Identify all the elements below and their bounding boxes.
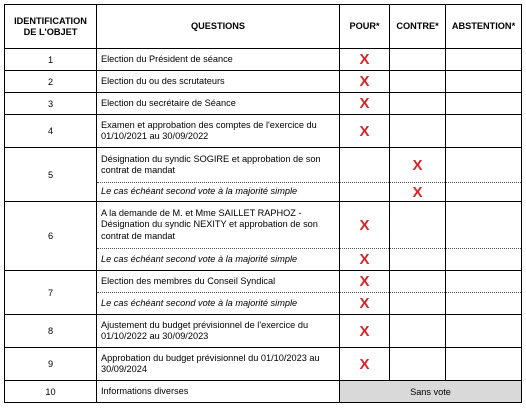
- second-vote-question-cell: Le cas échéant second vote à la majorité simple: [97, 249, 340, 271]
- row-7-second-pour-cell: [340, 293, 390, 315]
- row-9-contre-cell: [390, 348, 446, 381]
- row-3-pour-cell: [340, 93, 390, 115]
- question-cell: Election du ou des scrutateurs: [97, 71, 340, 93]
- row-8-contre-cell: [390, 315, 446, 348]
- header-contre: CONTRE*: [390, 5, 446, 49]
- row-7-abstention-cell: [446, 271, 522, 293]
- row-1-abstention-cell: [446, 49, 522, 71]
- vote-mark-x: X: [359, 216, 370, 234]
- row-5-second-contre-cell: [390, 183, 446, 202]
- row-2-pour-cell: [340, 71, 390, 93]
- table-row: [5, 271, 522, 293]
- no-vote-cell: Sans vote: [340, 381, 522, 403]
- table-row: [5, 348, 522, 381]
- row-7-pour-cell: [340, 271, 390, 293]
- vote-mark-x: X: [359, 73, 370, 90]
- table-row: [5, 49, 522, 71]
- table-row: [5, 71, 522, 93]
- object-id-cell: 9: [5, 348, 97, 381]
- question-cell: Informations diverses: [97, 381, 340, 403]
- row-6-abstention-cell: [446, 202, 522, 249]
- row-8-abstention-cell: [446, 315, 522, 348]
- row-6-pour-cell: [340, 202, 390, 249]
- row-5-pour-cell: [340, 148, 390, 183]
- question-cell: Ajustement du budget prévisionnel de l'exercice du 01/10/2022 au 30/09/2023: [97, 315, 340, 348]
- row-9-abstention-cell: [446, 348, 522, 381]
- object-id-cell: 10: [5, 381, 97, 403]
- object-id-cell: 5: [5, 148, 97, 202]
- row-6-contre-cell: [390, 202, 446, 249]
- row-4-abstention-cell: [446, 115, 522, 148]
- row-6-second-contre-cell: [390, 249, 446, 271]
- header-abstention: ABSTENTION*: [446, 5, 522, 49]
- row-5-contre-cell: [390, 148, 446, 183]
- row-2-contre-cell: [390, 71, 446, 93]
- row-6-second-abstention-cell: [446, 249, 522, 271]
- vote-mark-x: X: [412, 156, 423, 174]
- row-7-second-contre-cell: [390, 293, 446, 315]
- vote-mark-x: X: [359, 355, 370, 373]
- row-9-pour-cell: [340, 348, 390, 381]
- row-8-pour-cell: [340, 315, 390, 348]
- header-row: [5, 5, 522, 49]
- vote-mark-x: X: [359, 122, 370, 140]
- row-7-contre-cell: [390, 271, 446, 293]
- voting-table: [4, 4, 522, 403]
- object-id-cell: 4: [5, 115, 97, 148]
- table-row: [5, 115, 522, 148]
- second-vote-question-cell: Le cas échéant second vote à la majorité simple: [97, 293, 340, 315]
- object-id-cell: 7: [5, 271, 97, 315]
- vote-mark-x: X: [359, 251, 370, 268]
- row-5-second-pour-cell: [340, 183, 390, 202]
- object-id-cell: 1: [5, 49, 97, 71]
- question-cell: Election des membres du Conseil Syndical: [97, 271, 340, 293]
- row-3-abstention-cell: [446, 93, 522, 115]
- vote-mark-x: X: [359, 273, 370, 290]
- question-cell: Approbation du budget prévisionnel du 01/10/2023 au 30/09/2024: [97, 348, 340, 381]
- table-row: [5, 202, 522, 249]
- question-cell: Désignation du syndic SOGIRE et approbation de son contrat de mandat: [97, 148, 340, 183]
- header-id: IDENTIFICATION DE L'OBJET: [5, 5, 97, 49]
- object-id-cell: 2: [5, 71, 97, 93]
- object-id-cell: 8: [5, 315, 97, 348]
- vote-mark-x: X: [359, 295, 370, 312]
- table-row: [5, 148, 522, 183]
- table-row: [5, 381, 522, 403]
- second-vote-question-cell: Le cas échéant second vote à la majorité simple: [97, 183, 340, 202]
- row-7-second-abstention-cell: [446, 293, 522, 315]
- row-4-pour-cell: [340, 115, 390, 148]
- row-5-abstention-cell: [446, 148, 522, 183]
- table-row: [5, 315, 522, 348]
- row-6-second-pour-cell: [340, 249, 390, 271]
- question-cell: Examen et approbation des comptes de l'exercice du 01/10/2021 au 30/09/2022: [97, 115, 340, 148]
- table-body: [5, 49, 522, 403]
- row-5-second-abstention-cell: [446, 183, 522, 202]
- vote-mark-x: X: [412, 183, 423, 201]
- vote-mark-x: X: [359, 51, 370, 68]
- row-1-pour-cell: [340, 49, 390, 71]
- object-id-cell: 6: [5, 202, 97, 271]
- row-3-contre-cell: [390, 93, 446, 115]
- question-cell: A la demande de M. et Mme SAILLET RAPHOZ - Désignation du syndic NEXITY et approbation de son contrat de mandat: [97, 202, 340, 249]
- object-id-cell: 3: [5, 93, 97, 115]
- row-4-contre-cell: [390, 115, 446, 148]
- question-cell: Election du Président de séance: [97, 49, 340, 71]
- header-questions: QUESTIONS: [97, 5, 340, 49]
- vote-mark-x: X: [359, 322, 370, 340]
- vote-mark-x: X: [359, 95, 370, 112]
- header-pour: POUR*: [340, 5, 390, 49]
- row-2-abstention-cell: [446, 71, 522, 93]
- row-1-contre-cell: [390, 49, 446, 71]
- table-row: [5, 93, 522, 115]
- question-cell: Election du secrétaire de Séance: [97, 93, 340, 115]
